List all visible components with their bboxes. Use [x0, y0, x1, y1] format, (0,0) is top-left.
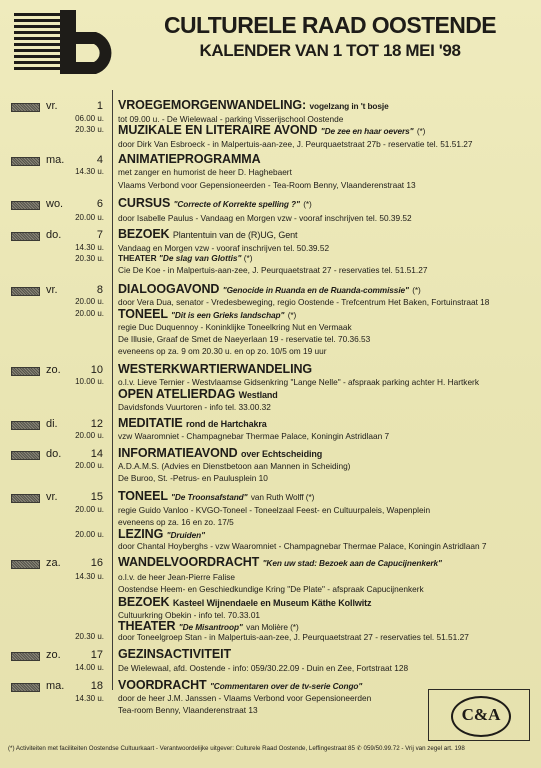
event-detail: De Illusie, Graaf de Smet de Naeyerlaan 19 - reservatie tel. 70.36.53 — [118, 334, 371, 344]
sponsor-logo-box — [428, 689, 530, 741]
row-marker — [11, 494, 40, 503]
row-marker — [11, 287, 40, 296]
event-title: WESTERKWARTIERWANDELING — [118, 362, 312, 376]
event-day: vr. — [46, 100, 58, 112]
event-title: OPEN ATELIERDAG Westland — [118, 387, 278, 401]
row-marker — [11, 157, 40, 166]
event-time: 10.00 u. — [75, 377, 104, 386]
event-detail: Cultuurkring Obekin - info tel. 70.33.01 — [118, 610, 261, 620]
sponsor-logo: C&A — [451, 696, 511, 737]
event-title: TONEEL "De Troonsafstand" van Ruth Wolff (*) — [118, 489, 315, 503]
footer-note: (*) Activiteiten met faciliteiten Oostendse Cultuurkaart - Verantwoordelijke uitgever: Culturele Raad Oostende, Leffingestraat 85 ✆ 059/50.99.72 - Vrij van zegel art. 198 — [8, 745, 465, 752]
event-date: 18 — [90, 680, 103, 692]
event-date: 1 — [96, 100, 103, 112]
row-marker — [11, 103, 40, 112]
event-title: WANDELVOORDRACHT "Ken uw stad: Bezoek aan de Capucijnenkerk" — [118, 555, 442, 569]
event-time: 20.30 u. — [75, 125, 104, 134]
event-detail: tot 09.00 u. - De Wielewaal - parking Visserijschool Oostende — [118, 114, 344, 124]
event-time: 20.00 u. — [75, 297, 104, 306]
event-detail: o.l.v. Lieve Ternier - Westvlaamse Gidsenkring "Lange Nelle" - afspraak parking achter H. Hartkerk — [118, 377, 479, 387]
event-detail: Vandaag en Morgen vzw - vooraf inschrijven tel. 50.39.52 — [118, 243, 330, 253]
event-detail: door Vera Dua, senator - Vredesbeweging, regio Oostende - Trefcentrum Het Baken, Fortuinstraat 18 — [118, 297, 490, 307]
event-detail: regie Duc Duquennoy - Koninklijke Toneelkring Nut en Vermaak — [118, 322, 352, 332]
event-day: za. — [46, 557, 61, 569]
row-marker — [11, 367, 40, 376]
event-time: 20.00 u. — [75, 431, 104, 440]
event-title: BEZOEK Plantentuin van de (R)UG, Gent — [118, 227, 298, 241]
event-day: zo. — [46, 649, 61, 661]
event-title: GEZINSACTIVITEIT — [118, 647, 231, 661]
culturele-raad-logo — [14, 10, 124, 76]
event-day: vr. — [46, 491, 58, 503]
event-title: MUZIKALE EN LITERAIRE AVOND "De zee en haar oevers" (*) — [118, 123, 426, 137]
row-marker — [11, 201, 40, 210]
event-detail: door Chantal Hoyberghs - vzw Waaromniet - Champagnebar Thermae Palace, Koningin Astridlaan 7 — [118, 541, 487, 551]
row-marker — [11, 451, 40, 460]
event-time: 14.30 u. — [75, 243, 104, 252]
event-day: do. — [46, 448, 62, 460]
event-title: THEATER "De slag van Glottis" (*) — [118, 253, 253, 263]
row-marker — [11, 652, 40, 661]
page-subtitle: KALENDER VAN 1 TOT 18 MEI '98 — [199, 41, 461, 60]
event-detail: eveneens op za. 9 om 20.30 u. en op zo. 10/5 om 19 uur — [118, 346, 327, 356]
event-detail: Oostendse Heem- en Geschiedkundige Kring "De Plate" - afspraak Capucijnenkerk — [118, 584, 424, 594]
event-detail: A.D.A.M.S. (Advies en Dienstbetoon aan Mannen in Scheiding) — [118, 461, 351, 471]
event-date: 12 — [90, 418, 103, 430]
row-marker — [11, 421, 40, 430]
event-detail: Vlaams Verbond voor Gepensioneerden - Tea-Room Benny, Vlaanderenstraat 13 — [118, 180, 416, 190]
event-title: CURSUS "Correcte of Korrekte spelling ?" (*) — [118, 196, 312, 210]
event-date: 14 — [90, 448, 103, 460]
event-time: 20.30 u. — [75, 632, 104, 641]
event-detail: door de heer J.M. Janssen - Vlaams Verbond voor Gepensioneerden — [118, 693, 372, 703]
event-time: 14.30 u. — [75, 167, 104, 176]
event-title: INFORMATIEAVOND over Echtscheiding — [118, 446, 323, 460]
event-time: 14.30 u. — [75, 694, 104, 703]
event-time: 20.30 u. — [75, 254, 104, 263]
page-title: CULTURELE RAAD OOSTENDE — [163, 12, 497, 38]
event-detail: De Wielewaal, afd. Oostende - info: 059/30.22.09 - Duin en Zee, Fortstraat 128 — [118, 663, 409, 673]
divider-line — [112, 90, 113, 690]
event-day: zo. — [46, 364, 61, 376]
event-date: 17 — [90, 649, 103, 661]
event-detail: met zanger en humorist de heer D. Haghebaert — [118, 167, 292, 177]
event-title: VROEGEMORGENWANDELING: vogelzang in 't bosje — [118, 98, 389, 112]
event-title: MEDITATIE rond de Hartchakra — [118, 416, 267, 430]
event-title: LEZING "Druiden" — [118, 527, 205, 541]
event-detail: De Buroo, St. -Petrus- en Paulusplein 10 — [118, 473, 268, 483]
row-marker — [11, 232, 40, 241]
event-detail: door Dirk Van Esbroeck - in Malpertuis-aan-zee, J. Peurquaetstraat 27b - reservatie tel. 51.51.27 — [118, 139, 473, 149]
event-date: 16 — [90, 557, 103, 569]
event-detail: vzw Waaromniet - Champagnebar Thermae Palace, Koningin Astridlaan 7 — [118, 431, 390, 441]
event-detail: o.l.v. de heer Jean-Pierre Falise — [118, 572, 235, 582]
event-detail: Cie De Koe - in Malpertuis-aan-zee, J. Peurquaetstraat 27 - reservaties tel. 51.51.27 — [118, 265, 428, 275]
event-date: 8 — [96, 284, 103, 296]
event-date: 10 — [90, 364, 103, 376]
event-title: ANIMATIEPROGRAMMA — [118, 152, 261, 166]
row-marker — [11, 683, 40, 692]
event-title: THEATER "De Misantroop" van Molière (*) — [118, 619, 299, 633]
event-day: do. — [46, 229, 62, 241]
event-time: 14.00 u. — [75, 663, 104, 672]
event-time: 20.00 u. — [75, 505, 104, 514]
event-day: ma. — [46, 154, 65, 166]
event-date: 15 — [90, 491, 103, 503]
event-time: 06.00 u. — [75, 114, 104, 123]
event-date: 4 — [96, 154, 103, 166]
event-day: ma. — [46, 680, 65, 692]
event-title: DIALOOGAVOND "Genocide in Ruanda en de Ruanda-commissie" (*) — [118, 282, 421, 296]
event-detail: eveneens op za. 16 en zo. 17/5 — [118, 517, 234, 527]
event-date: 7 — [96, 229, 103, 241]
event-detail: regie Guido Vanloo - KVGO-Toneel - Toneelzaal Feest- en Cultuurpaleis, Wapenplein — [118, 505, 431, 515]
event-time: 20.00 u. — [75, 461, 104, 470]
event-time: 20.00 u. — [75, 309, 104, 318]
event-time: 14.30 u. — [75, 572, 104, 581]
event-detail: door Isabelle Paulus - Vandaag en Morgen vzw - vooraf inschrijven tel. 50.39.52 — [118, 213, 412, 223]
event-date: 6 — [96, 198, 103, 210]
event-title: VOORDRACHT "Commentaren over de tv-serie Congo" — [118, 678, 363, 692]
event-title: TONEEL "Dit is een Grieks landschap" (*) — [118, 307, 297, 321]
row-marker — [11, 560, 40, 569]
event-detail: Tea-room Benny, Vlaanderenstraat 13 — [118, 705, 258, 715]
event-time: 20.00 u. — [75, 530, 104, 539]
event-day: vr. — [46, 284, 58, 296]
event-detail: door Toneelgroep Stan - in Malpertuis-aan-zee, J. Peurquaetstraat 27 - reservaties tel. 51.51.27 — [118, 632, 469, 642]
event-day: wo. — [46, 198, 64, 210]
event-detail: Davidsfonds Vuurtoren - info tel. 33.00.32 — [118, 402, 271, 412]
event-title: BEZOEK Kasteel Wijnendaele en Museum Käthe Kollwitz — [118, 595, 372, 609]
event-day: di. — [46, 418, 58, 430]
event-time: 20.00 u. — [75, 213, 104, 222]
